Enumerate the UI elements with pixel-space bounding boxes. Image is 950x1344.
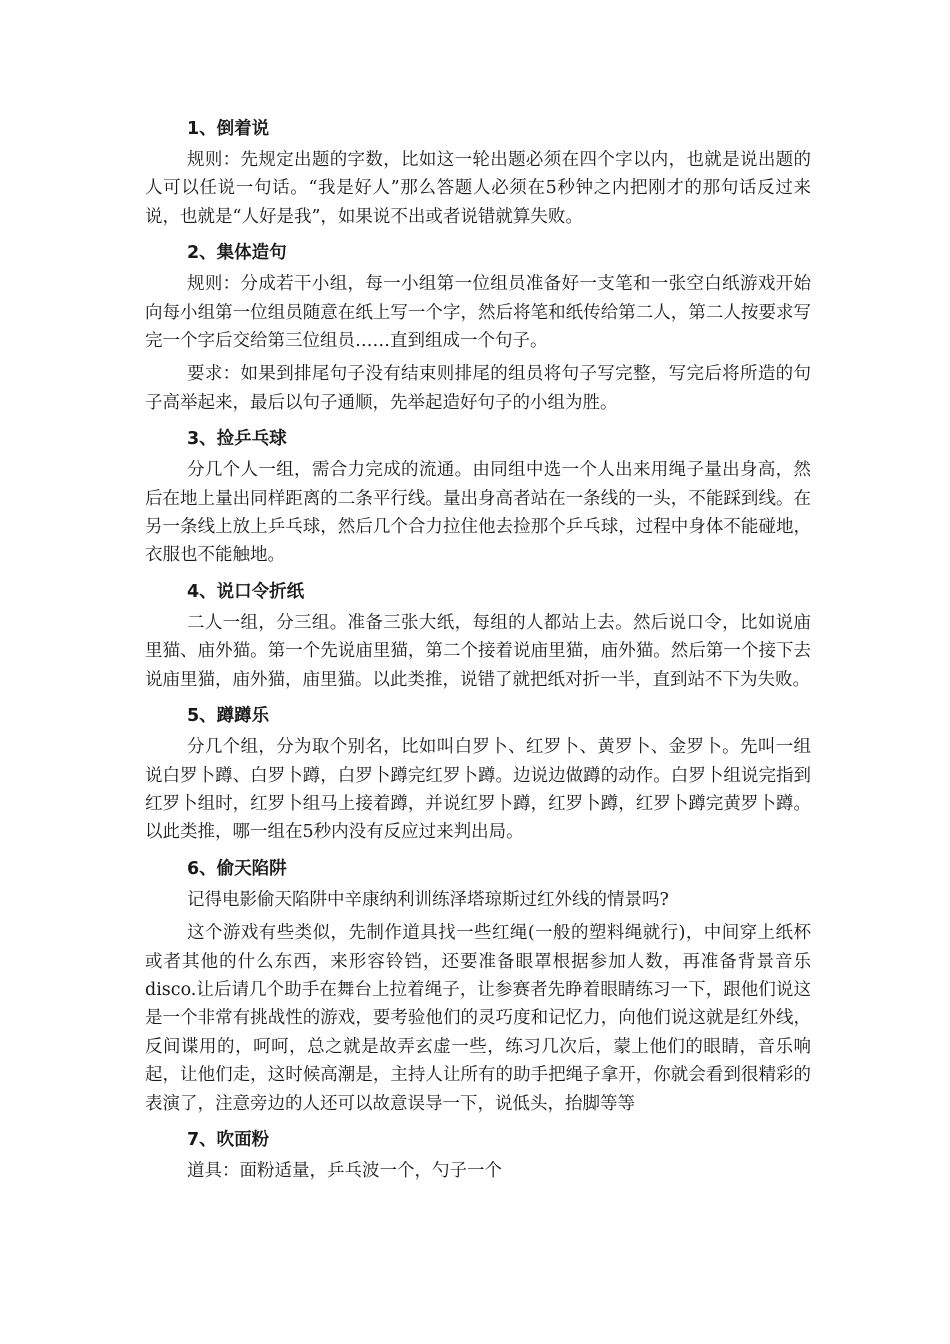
section-7 — [145, 1123, 811, 1185]
section-6 — [145, 852, 811, 1118]
paragraph: 规则：先规定出题的字数，比如这一轮出题必须在四个字以内，也就是说出题的人可以任说一句话。“我是好人”那么答题人必须在5秒钟之内把刚才的那句话反过来说，也就是“人好是我”，如果说不出或者说错就算失败。 — [145, 150, 811, 227]
paragraph: 道具：面粉适量，乒乓波一个，勺子一个 — [187, 1160, 502, 1181]
section-heading: 6、偷天陷阱 — [187, 858, 287, 879]
section-4 — [145, 575, 811, 694]
section-3 — [145, 422, 811, 570]
section-heading: 4、说口令折纸 — [187, 581, 305, 602]
section-1 — [145, 112, 811, 231]
paragraph: 要求：如果到排尾句子没有结束则排尾的组员将句子写完整，写完后将所造的句子高举起来，最后以句子通顺，先举起造好句子的小组为胜。 — [145, 364, 811, 413]
paragraph: 记得电影偷天陷阱中辛康纳利训练泽塔琼斯过红外线的情景吗? — [187, 889, 669, 910]
section-2 — [145, 236, 811, 417]
section-5 — [145, 699, 811, 847]
section-heading: 5、蹲蹲乐 — [187, 706, 270, 727]
section-heading: 7、吹面粉 — [187, 1129, 270, 1150]
paragraph: 这个游戏有些类似，先制作道具找一些红绳(一般的塑料绳就行)，中间穿上纸杯或者其他的什么东西，来形容铃铛，还要准备眼罩根据参加人数，再准备背景音乐 disco.让后请几个助手在舞台上拉着绳子，让参赛者先睁着眼睛练习一下，跟他们说这是一个非常有挑战性的游戏，要考验他们的灵巧度和记忆力，向他们说这就是红外线，反间谍用的，呵呵，总之就是故弄玄虚一些，练习几次后，蒙上他们的眼睛，音乐响起，让他们走，这时候高潮是，主持人让所有的助手把绳子拿开，你就会看到很精彩的表演了，注意旁边的人还可以故意误导一下，说低头，抬脚等等 — [145, 923, 811, 1114]
section-heading: 2、集体造句 — [187, 243, 287, 264]
section-heading: 1、倒着说 — [187, 119, 270, 139]
section-heading: 3、捡乒乓球 — [187, 429, 287, 450]
paragraph: 规则：分成若干小组，每一小组第一位组员准备好一支笔和一张空白纸游戏开始向每小组第一位组员随意在纸上写一个字，然后将笔和纸传给第二人，第二人按要求写完一个字后交给第三位组员……直到组成一个句子。 — [145, 274, 811, 352]
document-body — [145, 112, 811, 1190]
paragraph: 分几个组，分为取个别名，比如叫白罗卜、红罗卜、黄罗卜、金罗卜。先叫一组说白罗卜蹲、白罗卜蹲，白罗卜蹲完红罗卜蹲。边说边做蹲的动作。白罗卜组说完指到红罗卜组时，红罗卜组马上接着蹲，并说红罗卜蹲，红罗卜蹲，红罗卜蹲完黄罗卜蹲。以此类推，哪一组在5秒内没有反应过来判出局。 — [145, 737, 811, 843]
paragraph: 二人一组，分三组。准备三张大纸，每组的人都站上去。然后说口令，比如说庙里猫、庙外猫。第一个先说庙里猫，第二个接着说庙里猫，庙外猫。然后第一个接下去说庙里猫，庙外猫，庙里猫。以此类推，说错了就把纸对折一半，直到站不下为失败。 — [145, 612, 811, 690]
paragraph: 分几个人一组，需合力完成的流通。由同组中选一个人出来用绳子量出身高，然后在地上量出同样距离的二条平行线。量出身高者站在一条线的一头，不能踩到线。在另一条线上放上乒乓球，然后几个合力拉住他去捡那个乒乓球，过程中身体不能碰地，衣服也不能触地。 — [145, 460, 811, 566]
